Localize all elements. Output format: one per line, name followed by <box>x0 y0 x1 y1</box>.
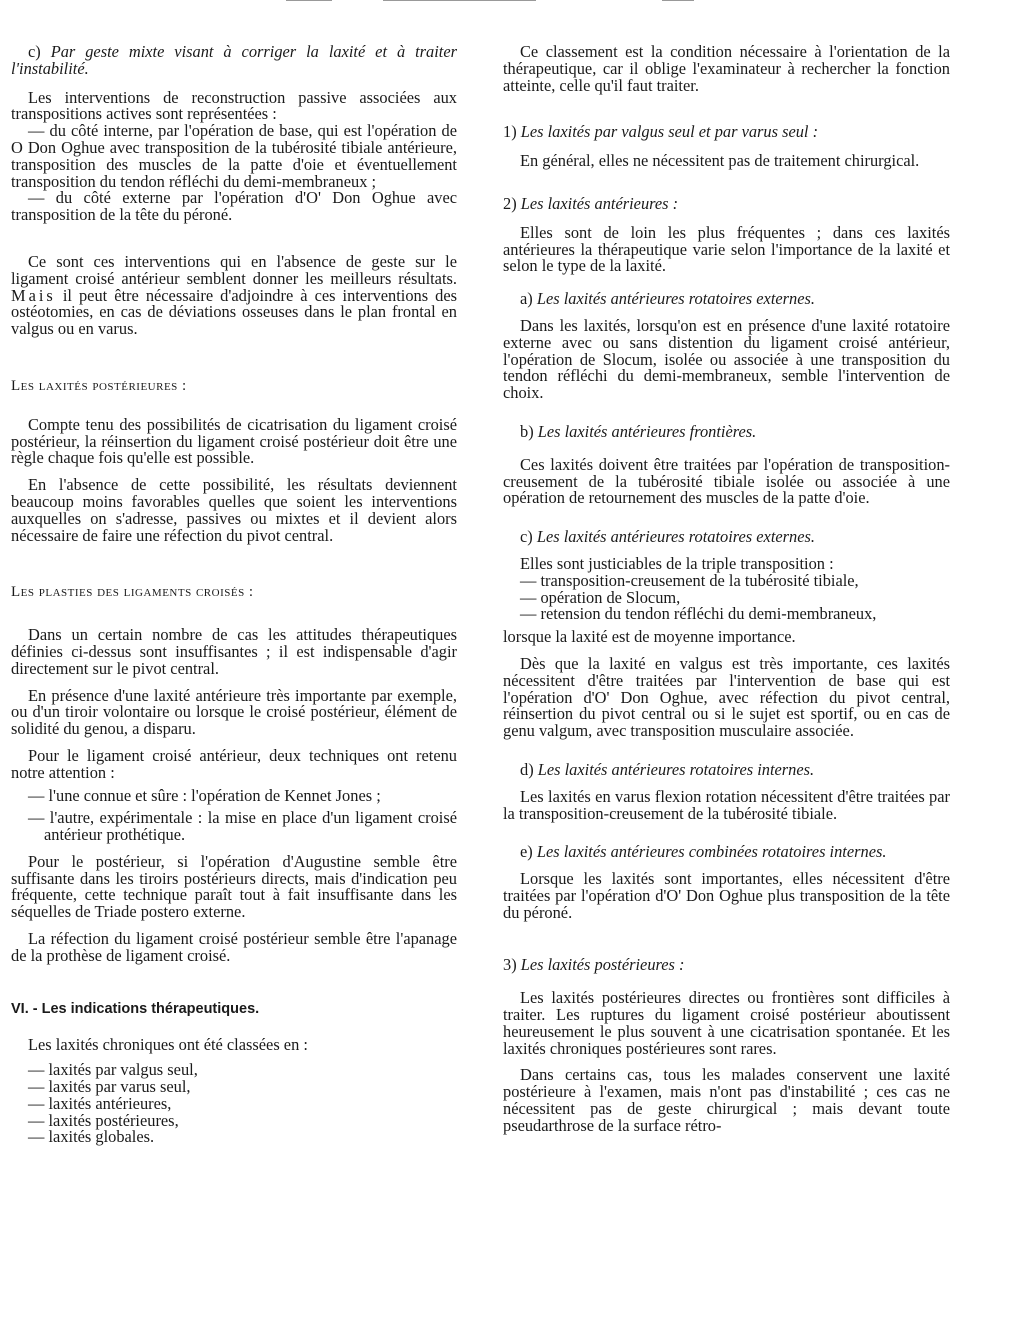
heading-1 <box>503 124 950 141</box>
heading-d <box>503 759 950 779</box>
paragraph: Dans certains cas, tous les malades conservent une laxité postérieure à l'examen, mais n'ont pas d'instabilité ; ces cas ne nécessitent pas de geste chirurgical ; mais devant toute pseudarthrose de la surface rétro- <box>503 1065 950 1135</box>
text-run: Ce sont ces interventions qui en l'absence de geste sur le ligament croisé antérieur semblent donner les meilleurs résultats. <box>11 251 457 288</box>
section-c-number: c) <box>28 42 51 61</box>
paragraph: En général, elles ne nécessitent pas de traitement chirurgical. <box>520 151 920 171</box>
heading-number: 2) <box>503 193 521 213</box>
heading-2 <box>503 193 950 213</box>
paragraph: Les interventions de reconstruction passive associées aux transpositions actives sont représentées : <box>11 87 457 124</box>
section-c-heading <box>11 44 457 78</box>
paragraph: lorsque la laxité est de moyenne importance. <box>503 627 796 647</box>
dash-item: — l'une connue et sûre : l'opération de Kennet Jones ; <box>28 785 381 805</box>
section-c-title: Par geste mixte visant à corriger la laxité et à traiter l'instabilité. <box>11 42 457 78</box>
heading-3 <box>503 957 950 974</box>
paragraph: Pour le postérieur, si l'opération d'Augustine semble être suffisante dans les tiroirs postérieurs directs, mais d'indication peu fréquente, cette technique paraît tout à fait insuffisante dans les séquelles de Triade postero externe. <box>11 851 457 922</box>
paragraph: Dans un certain nombre de cas les attitudes thérapeutiques définies ci-dessus sont insuffisantes ; il est indispensable d'agir directement sur le pivot central. <box>11 625 457 678</box>
dash-item: — opération de Slocum, <box>520 587 681 607</box>
paragraph <box>11 251 457 339</box>
dash-item: — transposition-creusement de la tubérosité tibiale, <box>520 570 859 590</box>
left-column <box>11 44 457 1146</box>
heading-number: e) <box>520 842 537 862</box>
heading-number: a) <box>520 289 537 309</box>
list-item: — laxités globales. <box>28 1127 155 1147</box>
paragraph: En présence d'une laxité antérieure très importante par exemple, ou d'un tiroir volontaire ou lorsque le croisé postérieur, élément de solidité du genou, a disparu. <box>11 685 457 739</box>
paragraph: Ces laxités doivent être traitées par l'opération de transposition-creusement de la tubérosité tibiale isolée ou associée à une opération de retournement des muscles de la patte d'oie. <box>503 454 950 508</box>
paragraph: Dans les laxités, lorsqu'on est en présence d'une laxité rotatoire externe avec ou sans distention du ligament croisé antérieur, l'opération de Slocum, isolée ou associée à une transposition du tendon réfléchi du demi-membraneux, semble l'intervention de choix. <box>503 315 950 403</box>
paragraph: Les laxités chroniques ont été classées en : <box>28 1035 308 1055</box>
paragraph: Ce classement est la condition nécessaire à l'orientation de la thérapeutique, car il oblige l'examinateur à rechercher la fonction atteinte, celle qu'il faut traiter. <box>503 42 950 95</box>
top-rule-left <box>286 0 332 1</box>
paragraph: Dès que la laxité en valgus est très importante, ces laxités nécessitent d'être traitées par l'intervention de base qui est l'opération d'O' Don Oghue, avec réfection du pivot central, réinsertion du pivot central ou si le sujet est sportif, ou en cas de genu valgum, avec transposition musculaire associée. <box>503 653 950 741</box>
heading-number: 1) <box>503 122 521 142</box>
paragraph: La réfection du ligament croisé postérieur semble être l'apanage de la prothèse de ligament croisé. <box>11 929 457 965</box>
heading-c <box>503 529 950 546</box>
paragraph: Pour le ligament croisé antérieur, deux techniques ont retenu notre attention : <box>11 745 457 782</box>
top-rule-center <box>383 0 536 1</box>
heading-number: b) <box>520 421 538 441</box>
heading-e <box>503 844 950 861</box>
dash-item: — du côté externe par l'opération d'O' Don Oghue avec transposition de la tête du péroné. <box>11 188 457 225</box>
text-run-spaced: Mais <box>11 285 56 305</box>
classification-list <box>11 1062 457 1146</box>
list-item: — laxités antérieures, <box>28 1093 172 1113</box>
heading-text: Les laxités antérieures combinées rotatoires internes. <box>536 842 887 862</box>
heading-posterior-laxities: Les laxités postérieures : <box>11 377 187 394</box>
heading-text: Les laxités antérieures rotatoires externes. <box>536 289 815 309</box>
dash-item: — retension du tendon réfléchi du demi-membraneux, <box>520 604 877 624</box>
heading-text: Les laxités par valgus seul et par varus seul : <box>520 122 819 142</box>
heading-b <box>503 421 950 441</box>
paragraph: En l'absence de cette possibilité, les résultats deviennent beaucoup moins favorables quelles que soient les interventions auxquelles on s'adresse, passives ou mixtes et il devient alors nécessaire de faire une réfection du pivot central. <box>11 475 457 545</box>
heading-number: 3) <box>503 955 521 975</box>
list-item: — laxités postérieures, <box>28 1110 179 1130</box>
heading-text: Les laxités antérieures rotatoires externes. <box>536 527 815 547</box>
text-run: il peut être nécessaire d'adjoindre à ces interventions des ostéotomies, en cas de déviations osseuses dans le plan frontal en valgus ou en varus. <box>11 285 457 339</box>
heading-number: d) <box>520 759 538 779</box>
list-item: — laxités par varus seul, <box>28 1077 191 1097</box>
heading-text: Les laxités antérieures : <box>520 193 679 213</box>
heading-section-vi: VI. - Les indications thérapeutiques. <box>11 1000 260 1017</box>
paragraph: Lorsque les laxités sont importantes, elles nécessitent d'être traitées par l'opération d'O' Don Oghue plus transposition de la tête du péroné. <box>503 869 950 922</box>
paragraph: Les laxités postérieures directes ou frontières sont difficiles à traiter. Les ruptures du ligament croisé postérieur aboutissent heureusement le plus souvent à une cicatrisation spontanée. Et les laxités chroniques postérieures sont rares. <box>503 988 950 1058</box>
top-rule-right <box>662 0 694 1</box>
heading-text: Les laxités postérieures : <box>520 955 685 975</box>
right-column <box>503 44 950 1135</box>
paragraph: Elles sont de loin les plus fréquentes ; dans ces laxités antérieures la thérapeutique varie selon l'importance de la laxité et selon le type de la laxité. <box>503 222 950 276</box>
list-item: — laxités par valgus seul, <box>28 1060 198 1080</box>
dash-item: — l'autre, expérimentale : la mise en place d'un ligament croisé antérieur prothétique. <box>28 808 457 845</box>
dash-item: — du côté interne, par l'opération de base, qui est l'opération de O Don Oghue avec transposition de la tubérosité tibiale antérieure, transposition des muscles de la patte d'oie et éventuellement transposition du tendon réfléchi du demi-membraneux ; <box>11 121 457 191</box>
heading-plasties: Les plasties des ligaments croisés : <box>11 584 254 601</box>
paragraph: Elles sont justiciables de la triple transposition : <box>520 553 834 573</box>
heading-text: Les laxités antérieures rotatoires internes. <box>537 759 815 779</box>
heading-number: c) <box>520 527 537 547</box>
paragraph: Les laxités en varus flexion rotation nécessitent d'être traitées par la transposition-creusement de la tubérosité tibiale. <box>503 786 950 823</box>
paragraph: Compte tenu des possibilités de cicatrisation du ligament croisé postérieur, la réinsertion du ligament croisé postérieur doit être une règle chaque fois qu'elle est possible. <box>11 414 457 468</box>
heading-text: Les laxités antérieures frontières. <box>537 421 757 441</box>
heading-a <box>503 291 950 308</box>
